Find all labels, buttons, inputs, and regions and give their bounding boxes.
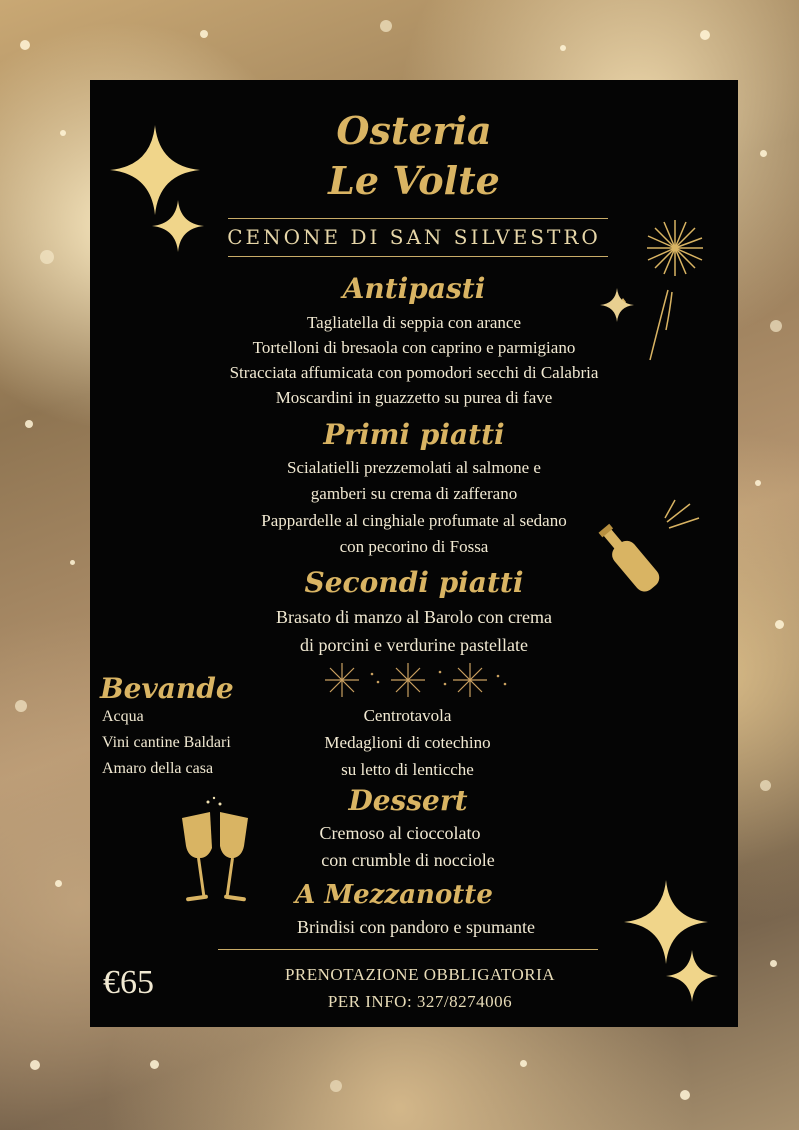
centrotavola-item: su letto di lenticche [341, 760, 474, 779]
secondi-title: Secondi piatti [304, 566, 524, 599]
antipasti-title: Antipasti [342, 272, 486, 305]
booking-note: PRENOTAZIONE OBBLIGATORIA [284, 965, 556, 984]
mezzanotte-title: A Mezzanotte [295, 880, 493, 910]
primi-item: gamberi su crema di zafferano [310, 484, 518, 503]
restaurant-name-line1: Osteria [336, 108, 492, 153]
primi-item: Scialatielli prezzemolati al salmone e [287, 458, 541, 477]
sparkle-star-icon [666, 950, 718, 1002]
primi-item: Pappardelle al cinghiale profumate al sedano [261, 511, 567, 530]
subtitle-bottom-rule [228, 256, 608, 257]
price: €65 [103, 964, 154, 1001]
event-subtitle: CENONE DI SAN SILVESTRO [227, 225, 601, 249]
bevande-item: Amaro della casa [102, 760, 214, 777]
centrotavola-item: Centrotavola [363, 706, 452, 725]
champagne-glasses-icon [168, 796, 268, 916]
dessert-item: con crumble di nocciole [321, 850, 495, 870]
bevande-item: Vini cantine Baldari [102, 734, 231, 751]
restaurant-name-line2: Le Volte [328, 158, 500, 203]
secondi-item: di porcini e verdurine pastellate [300, 635, 528, 655]
mezzanotte-item: Brindisi con pandoro e spumante [297, 917, 535, 937]
antipasti-item: Moscardini in guazzetto su purea di fave [275, 388, 553, 407]
contact-info: PER INFO: 327/8274006 [327, 992, 513, 1011]
dessert-title: Dessert [348, 784, 468, 817]
dessert-item: Cremoso al cioccolato [319, 823, 481, 843]
subtitle-top-rule [228, 218, 608, 219]
antipasti-item: Tagliatella di seppia con arance [306, 313, 522, 332]
primi-title: Primi piatti [323, 418, 505, 451]
sparkle-star-icon [152, 200, 204, 252]
antipasti-item: Stracciata affumicata con pomodori secchi di Calabria [229, 363, 599, 382]
bevande-title: Bevande [100, 672, 234, 705]
bevande-item: Acqua [102, 708, 144, 725]
centrotavola-item: Medaglioni di cotechino [324, 733, 491, 752]
antipasti-item: Tortelloni di bresaola con caprino e parmigiano [252, 338, 576, 357]
champagne-bottle-icon [595, 500, 705, 610]
primi-item: con pecorino di Fossa [339, 537, 489, 556]
fireworks-row-icon [320, 660, 520, 700]
secondi-item: Brasato di manzo al Barolo con crema [276, 607, 552, 627]
firework-icon [620, 200, 720, 360]
footer-rule [218, 949, 598, 950]
sparkle-star-icon [600, 288, 634, 322]
